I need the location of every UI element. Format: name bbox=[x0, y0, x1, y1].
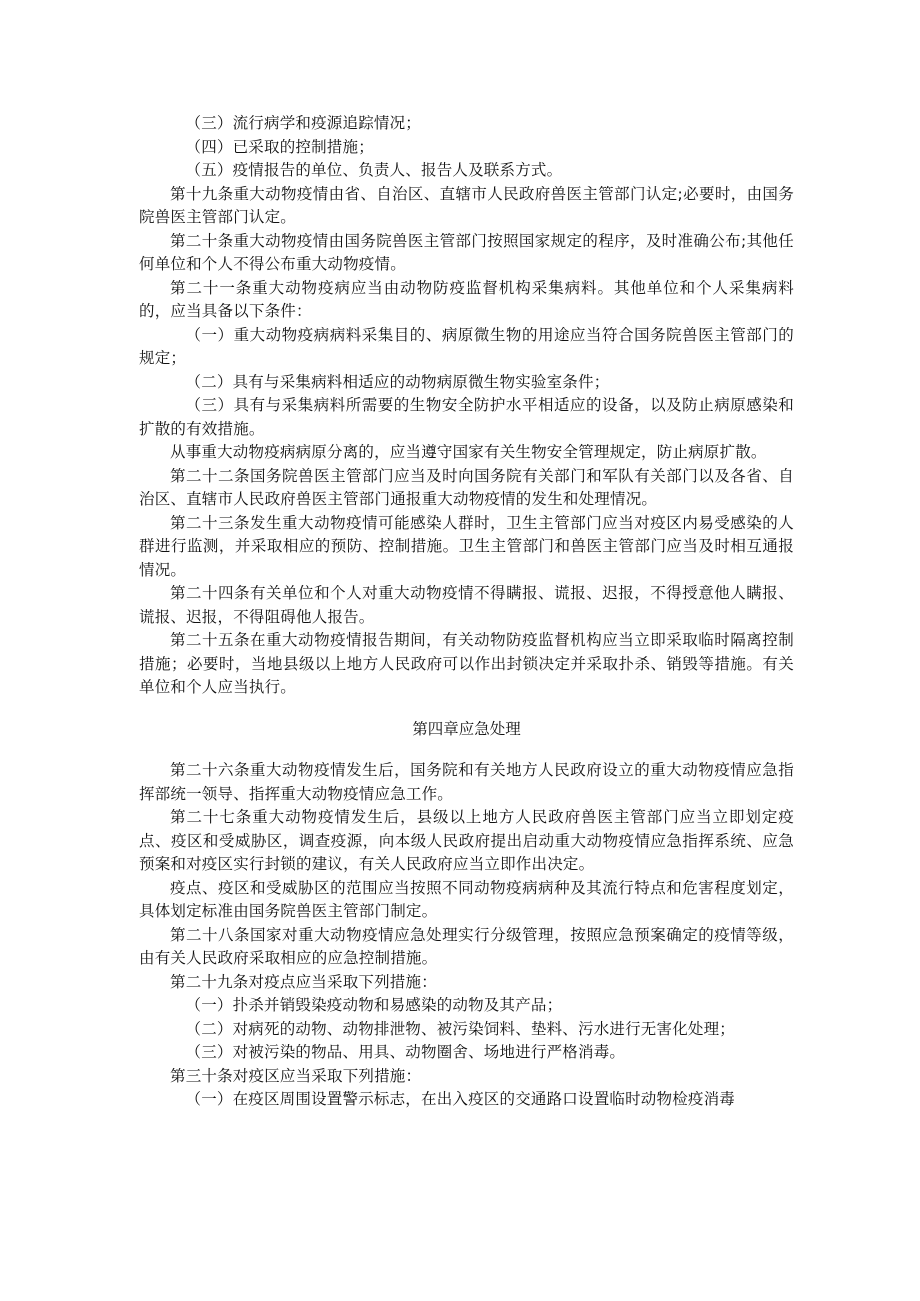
article-24: 第二十四条有关单位和个人对重大动物疫情不得瞒报、谎报、迟报，不得授意他人瞒报、谎报、迟报，不得阻碍他人报告。 bbox=[139, 584, 794, 626]
paragraph: （一）在疫区周围设置警示标志，在出入疫区的交通路口设置临时动物检疫消毒 bbox=[185, 1090, 736, 1108]
article-26: 第二十六条重大动物疫情发生后，国务院和有关地方人民政府设立的重大动物疫情应急指挥部统一领导、指挥重大动物疫情应急工作。 bbox=[139, 761, 794, 803]
paragraph: （二）对病死的动物、动物排泄物、被污染饲料、垫料、污水进行无害化处理； bbox=[185, 1019, 736, 1038]
article-19: 第十九条重大动物疫情由省、自治区、直辖市人民政府兽医主管部门认定;必要时，由国务院兽医主管部门认定。 bbox=[139, 184, 794, 226]
document-body bbox=[139, 112, 794, 1112]
article-28: 第二十八条国家对重大动物疫情应急处理实行分级管理，按照应急预案确定的疫情等级，由有关人民政府采取相应的应急控制措施。 bbox=[139, 925, 794, 967]
article-27: 第二十七条重大动物疫情发生后，县级以上地方人民政府兽医主管部门应当立即划定疫点、疫区和受威胁区，调查疫源，向本级人民政府提出启动重大动物疫情应急指挥系统、应急预案和对疫区实行封锁的建议，有关人民政府应当立即作出决定。 bbox=[139, 808, 794, 873]
paragraph: （一）扑杀并销毁染疫动物和易感染的动物及其产品； bbox=[185, 996, 563, 1014]
chapter-heading: 第四章应急处理 bbox=[412, 719, 521, 738]
paragraph: （三）流行病学和疫源追踪情况； bbox=[185, 114, 422, 132]
paragraph: （二）具有与采集病料相适应的动物病原微生物实验室条件； bbox=[185, 372, 610, 391]
paragraph: （一）重大动物疫病病料采集目的、病原微生物的用途应当符合国务院兽医主管部门的规定； bbox=[139, 325, 794, 367]
article-30: 第三十条对疫区应当采取下列措施： bbox=[170, 1066, 422, 1085]
paragraph: 从事重大动物疫病病原分离的，应当遵守国家有关生物安全管理规定，防止病原扩散。 bbox=[170, 443, 767, 461]
article-23: 第二十三条发生重大动物疫情可能感染人群时，卫生主管部门应当对疫区内易受感染的人群进行监测，并采取相应的预防、控制措施。卫生主管部门和兽医主管部门应当及时相互通报情况。 bbox=[139, 513, 794, 579]
article-20: 第二十条重大动物疫情由国务院兽医主管部门按照国家规定的程序，及时准确公布;其他任何单位和个人不得公布重大动物疫情。 bbox=[139, 231, 794, 273]
paragraph: （五）疫情报告的单位、负责人、报告人及联系方式。 bbox=[185, 161, 563, 179]
article-29: 第二十九条对疫点应当采取下列措施： bbox=[170, 972, 437, 991]
paragraph: （三）具有与采集病料所需要的生物安全防护水平相适应的设备，以及防止病原感染和扩散的有效措施。 bbox=[139, 396, 794, 438]
article-21: 第二十一条重大动物疫病应当由动物防疫监督机构采集病料。其他单位和个人采集病料的，应当具备以下条件： bbox=[139, 278, 794, 320]
paragraph: （三）对被污染的物品、用具、动物圈舍、场地进行严格消毒。 bbox=[185, 1043, 626, 1061]
paragraph: （四）已采取的控制措施； bbox=[185, 137, 374, 156]
article-22: 第二十二条国务院兽医主管部门应当及时向国务院有关部门和军队有关部门以及各省、自治区、直辖市人民政府兽医主管部门通报重大动物疫情的发生和处理情况。 bbox=[139, 466, 794, 508]
article-25: 第二十五条在重大动物疫情报告期间，有关动物防疫监督机构应当立即采取临时隔离控制措施；必要时，当地县级以上地方人民政府可以作出封锁决定并采取扑杀、销毁等措施。有关单位和个人应当执行。 bbox=[139, 631, 794, 696]
paragraph: 疫点、疫区和受威胁区的范围应当按照不同动物疫病病种及其流行特点和危害程度划定，具体划定标准由国务院兽医主管部门制定。 bbox=[139, 878, 794, 920]
